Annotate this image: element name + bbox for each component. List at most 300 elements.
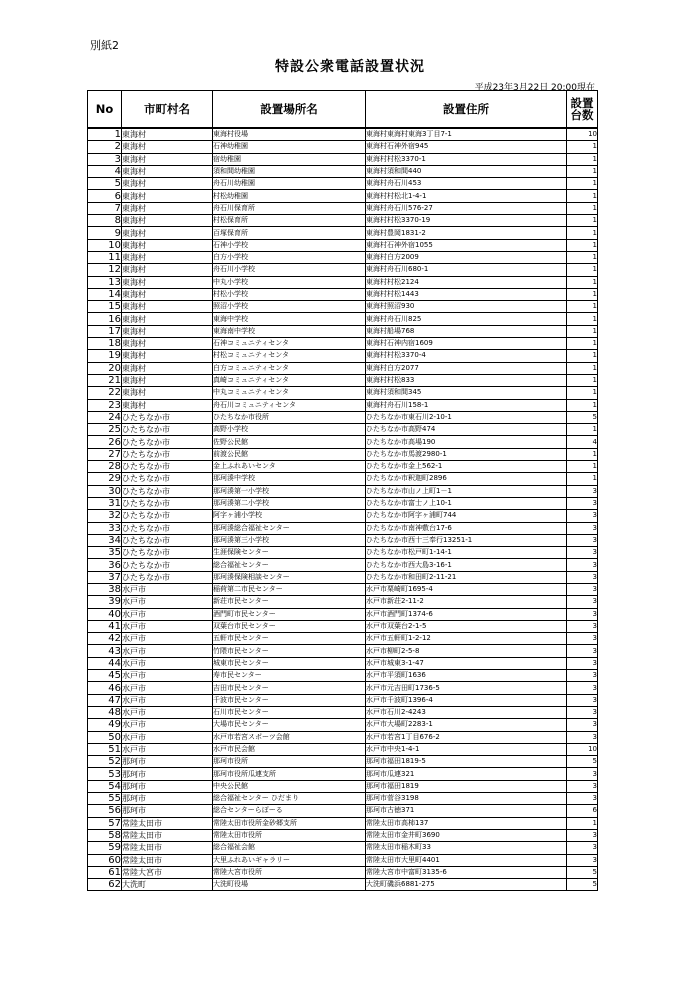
location-name-cell: 大場市民センター — [213, 719, 366, 731]
municipality-cell: ひたちなか市 — [122, 522, 213, 534]
location-name-cell: 常陸太田市役所金砂郷支所 — [213, 817, 366, 829]
count-cell: 1 — [567, 461, 598, 473]
municipality-cell: 水戸市 — [122, 608, 213, 620]
count-cell: 3 — [567, 522, 598, 534]
municipality-cell: 東海村 — [122, 141, 213, 153]
table-row — [88, 497, 598, 509]
count-cell: 1 — [567, 178, 598, 190]
location-name-cell: 水戸市若宮スポーツ会館 — [213, 731, 366, 743]
location-name-cell: 前渡公民館 — [213, 448, 366, 460]
municipality-cell: 常陸大宮市 — [122, 866, 213, 878]
address-cell: 東海村白方2009 — [366, 251, 567, 263]
address-cell: ひたちなか市西十三奉行13251-1 — [366, 534, 567, 546]
table-header-row — [88, 91, 598, 129]
location-name-cell: 舟石川保育所 — [213, 202, 366, 214]
address-cell: 東海村舟石川680-1 — [366, 264, 567, 276]
address-cell: ひたちなか市山ノ上町1－1 — [366, 485, 567, 497]
municipality-cell: ひたちなか市 — [122, 510, 213, 522]
table-row — [88, 362, 598, 374]
table-row — [88, 793, 598, 805]
location-name-cell: 白方コミュニティセンタ — [213, 362, 366, 374]
location-name-cell: 中央公民館 — [213, 780, 366, 792]
location-name-cell: 舟石川コミュニティセンタ — [213, 399, 366, 411]
address-cell: 東海村舟石川453 — [366, 178, 567, 190]
table-row — [88, 399, 598, 411]
count-cell: 3 — [567, 596, 598, 608]
table-row — [88, 571, 598, 583]
row-number: 30 — [88, 485, 122, 497]
row-number: 1 — [88, 128, 122, 141]
municipality-cell: ひたちなか市 — [122, 473, 213, 485]
location-name-cell: 村松小学校 — [213, 288, 366, 300]
location-name-cell: 那珂湊第二小学校 — [213, 497, 366, 509]
location-name-cell: 中丸小学校 — [213, 276, 366, 288]
table-row — [88, 178, 598, 190]
table-row — [88, 854, 598, 866]
municipality-cell: 水戸市 — [122, 706, 213, 718]
table-row — [88, 756, 598, 768]
row-number: 20 — [88, 362, 122, 374]
row-number: 16 — [88, 313, 122, 325]
location-name-cell: 総合福祉センター ひだまり — [213, 793, 366, 805]
row-number: 37 — [88, 571, 122, 583]
location-name-cell: 東海村役場 — [213, 128, 366, 141]
address-cell: 水戸市石川2-4243 — [366, 706, 567, 718]
municipality-cell: ひたちなか市 — [122, 559, 213, 571]
table-row — [88, 633, 598, 645]
location-name-cell: 村松コミュニティセンタ — [213, 350, 366, 362]
table-row — [88, 879, 598, 891]
location-name-cell: 常陸太田市役所 — [213, 829, 366, 841]
location-name-cell: 水戸市民会館 — [213, 743, 366, 755]
location-name-cell: 寿市民センター — [213, 670, 366, 682]
count-cell: 3 — [567, 854, 598, 866]
address-cell: 東海村豊岡1831-2 — [366, 227, 567, 239]
address-cell: ひたちなか市西大島3-16-1 — [366, 559, 567, 571]
municipality-cell: 東海村 — [122, 301, 213, 313]
col-header-location-name: 設置場所名 — [213, 91, 366, 129]
municipality-cell: 東海村 — [122, 399, 213, 411]
location-name-cell: 双葉台市民センター — [213, 620, 366, 632]
count-cell: 1 — [567, 190, 598, 202]
municipality-cell: 水戸市 — [122, 731, 213, 743]
count-cell: 3 — [567, 583, 598, 595]
location-name-cell: 中丸コミュニティセンタ — [213, 387, 366, 399]
municipality-cell: 東海村 — [122, 313, 213, 325]
table-row — [88, 473, 598, 485]
location-name-cell: 石神幼稚園 — [213, 141, 366, 153]
address-cell: 東海村須和間345 — [366, 387, 567, 399]
address-cell: ひたちなか市釈迦町2896 — [366, 473, 567, 485]
table-row — [88, 694, 598, 706]
address-cell: 水戸市五軒町1-2-12 — [366, 633, 567, 645]
address-cell: 水戸市柳町2-5-8 — [366, 645, 567, 657]
address-cell: 東海村村松1443 — [366, 288, 567, 300]
count-cell: 1 — [567, 227, 598, 239]
address-cell: 常陸太田市高柿137 — [366, 817, 567, 829]
location-name-cell: 百塚保育所 — [213, 227, 366, 239]
location-name-cell: 那珂市役所瓜連支所 — [213, 768, 366, 780]
address-cell: 東海村船場768 — [366, 325, 567, 337]
row-number: 24 — [88, 411, 122, 423]
location-name-cell: 阿字ヶ浦小学校 — [213, 510, 366, 522]
address-cell: 水戸市双葉台2-1-5 — [366, 620, 567, 632]
location-name-cell: 那珂市役所 — [213, 756, 366, 768]
row-number: 8 — [88, 215, 122, 227]
row-number: 22 — [88, 387, 122, 399]
count-cell: 10 — [567, 743, 598, 755]
as-of-timestamp: 平成23年3月22日 20:00現在 — [474, 83, 595, 93]
table-row — [88, 682, 598, 694]
location-name-cell: 照沼小学校 — [213, 301, 366, 313]
col-header-count: 設置台数 — [567, 91, 598, 129]
table-row — [88, 706, 598, 718]
row-number: 17 — [88, 325, 122, 337]
table-row — [88, 411, 598, 423]
table-row — [88, 620, 598, 632]
address-cell: 水戸市栗崎町1695-4 — [366, 583, 567, 595]
col-header-municipality: 市町村名 — [122, 91, 213, 129]
address-cell: ひたちなか市東石川2-10-1 — [366, 411, 567, 423]
address-cell: 東海村村松833 — [366, 374, 567, 386]
table-row — [88, 436, 598, 448]
appendix-label: 別紙2 — [90, 39, 119, 52]
row-number: 15 — [88, 301, 122, 313]
table-row — [88, 264, 598, 276]
row-number: 18 — [88, 338, 122, 350]
address-cell: 那珂市瓜連321 — [366, 768, 567, 780]
address-cell: 東海村村松3370-19 — [366, 215, 567, 227]
table-row — [88, 510, 598, 522]
table-row — [88, 522, 598, 534]
municipality-cell: 東海村 — [122, 387, 213, 399]
count-cell: 3 — [567, 534, 598, 546]
row-number: 25 — [88, 424, 122, 436]
col-header-no: No — [88, 91, 122, 129]
count-cell: 1 — [567, 301, 598, 313]
address-cell: 常陸太田市大里町4401 — [366, 854, 567, 866]
municipality-cell: 那珂市 — [122, 768, 213, 780]
municipality-cell: 水戸市 — [122, 670, 213, 682]
location-name-cell: 石神コミュニティセンタ — [213, 338, 366, 350]
count-cell: 1 — [567, 153, 598, 165]
count-cell: 3 — [567, 793, 598, 805]
table-row — [88, 743, 598, 755]
location-name-cell: 生涯保険センター — [213, 547, 366, 559]
row-number: 39 — [88, 596, 122, 608]
row-number: 29 — [88, 473, 122, 485]
table-row — [88, 288, 598, 300]
count-cell: 1 — [567, 387, 598, 399]
location-name-cell: 高野小学校 — [213, 424, 366, 436]
count-cell: 5 — [567, 756, 598, 768]
count-cell: 1 — [567, 141, 598, 153]
municipality-cell: 水戸市 — [122, 633, 213, 645]
count-cell: 3 — [567, 682, 598, 694]
count-cell: 3 — [567, 829, 598, 841]
location-name-cell: 舟石川小学校 — [213, 264, 366, 276]
address-cell: 大洗町磯浜6881-275 — [366, 879, 567, 891]
location-name-cell: 宿幼稚園 — [213, 153, 366, 165]
address-cell: 東海村白方2077 — [366, 362, 567, 374]
count-cell: 1 — [567, 817, 598, 829]
address-cell: 那珂市福田1819 — [366, 780, 567, 792]
municipality-cell: 東海村 — [122, 202, 213, 214]
count-cell: 1 — [567, 448, 598, 460]
row-number: 44 — [88, 657, 122, 669]
location-name-cell: 舟石川幼稚園 — [213, 178, 366, 190]
count-cell: 3 — [567, 571, 598, 583]
location-name-cell: 金上ふれあいセンタ — [213, 461, 366, 473]
location-name-cell: 酒門町市民センター — [213, 608, 366, 620]
location-name-cell: 須和間幼稚園 — [213, 165, 366, 177]
count-cell: 4 — [567, 436, 598, 448]
municipality-cell: 東海村 — [122, 276, 213, 288]
municipality-cell: 水戸市 — [122, 743, 213, 755]
location-name-cell: 五軒市民センター — [213, 633, 366, 645]
table-row — [88, 670, 598, 682]
table-row — [88, 387, 598, 399]
row-number: 5 — [88, 178, 122, 190]
address-cell: 東海村石神外宿1055 — [366, 239, 567, 251]
municipality-cell: ひたちなか市 — [122, 424, 213, 436]
municipality-cell: ひたちなか市 — [122, 436, 213, 448]
address-cell: 東海村村松2124 — [366, 276, 567, 288]
location-name-cell: 大里ふれあいギャラリー — [213, 854, 366, 866]
row-number: 9 — [88, 227, 122, 239]
count-cell: 3 — [567, 497, 598, 509]
table-row — [88, 817, 598, 829]
municipality-cell: ひたちなか市 — [122, 448, 213, 460]
table-row — [88, 485, 598, 497]
location-name-cell: 那珂湊保険相談センター — [213, 571, 366, 583]
count-cell: 1 — [567, 276, 598, 288]
municipality-cell: 那珂市 — [122, 756, 213, 768]
table-row — [88, 866, 598, 878]
location-name-cell: 稲荷第二市民センター — [213, 583, 366, 595]
table-row — [88, 805, 598, 817]
address-cell: 常陸太田市金井町3690 — [366, 829, 567, 841]
count-cell: 1 — [567, 239, 598, 251]
table-body — [88, 128, 598, 891]
row-number: 31 — [88, 497, 122, 509]
count-cell: 3 — [567, 485, 598, 497]
municipality-cell: 東海村 — [122, 178, 213, 190]
location-name-cell: 那珂湊中学校 — [213, 473, 366, 485]
row-number: 14 — [88, 288, 122, 300]
address-cell: 那珂市福田1819-5 — [366, 756, 567, 768]
location-name-cell: 新荘市民センター — [213, 596, 366, 608]
count-cell: 3 — [567, 547, 598, 559]
table-row — [88, 165, 598, 177]
row-number: 28 — [88, 461, 122, 473]
row-number: 35 — [88, 547, 122, 559]
count-cell: 3 — [567, 768, 598, 780]
row-number: 41 — [88, 620, 122, 632]
location-name-cell: 石川市民センター — [213, 706, 366, 718]
location-name-cell: 那珂湊第一小学校 — [213, 485, 366, 497]
row-number: 60 — [88, 854, 122, 866]
address-cell: 常陸太田市稲木町33 — [366, 842, 567, 854]
municipality-cell: 東海村 — [122, 288, 213, 300]
table-row — [88, 461, 598, 473]
count-cell: 3 — [567, 706, 598, 718]
table-row — [88, 768, 598, 780]
document-title: 特設公衆電話設置状況 — [275, 59, 425, 75]
municipality-cell: 東海村 — [122, 251, 213, 263]
row-number: 46 — [88, 682, 122, 694]
location-name-cell: 東海南中学校 — [213, 325, 366, 337]
address-cell: 水戸市平須町1636 — [366, 670, 567, 682]
municipality-cell: 東海村 — [122, 325, 213, 337]
count-cell: 1 — [567, 215, 598, 227]
table-row — [88, 190, 598, 202]
location-name-cell: 総合福祉センター — [213, 559, 366, 571]
count-cell: 1 — [567, 288, 598, 300]
row-number: 50 — [88, 731, 122, 743]
location-name-cell: 村松幼稚園 — [213, 190, 366, 202]
location-name-cell: 千波市民センター — [213, 694, 366, 706]
municipality-cell: 東海村 — [122, 374, 213, 386]
address-cell: 東海村石神内宿1609 — [366, 338, 567, 350]
table-row — [88, 215, 598, 227]
count-cell: 1 — [567, 374, 598, 386]
municipality-cell: ひたちなか市 — [122, 411, 213, 423]
municipality-cell: 水戸市 — [122, 596, 213, 608]
address-cell: 東海村東海村東海3丁目7-1 — [366, 128, 567, 141]
location-name-cell: ひたちなか市役所 — [213, 411, 366, 423]
count-cell: 3 — [567, 780, 598, 792]
location-name-cell: 真崎コミュニティセンタ — [213, 374, 366, 386]
address-cell: 那珂市古徳371 — [366, 805, 567, 817]
location-name-cell: 吉田市民センター — [213, 682, 366, 694]
municipality-cell: 常陸太田市 — [122, 829, 213, 841]
address-cell: ひたちなか市高場190 — [366, 436, 567, 448]
address-cell: ひたちなか市南神敷台17-6 — [366, 522, 567, 534]
address-cell: 東海村須和間440 — [366, 165, 567, 177]
address-cell: 東海村舟石川576-27 — [366, 202, 567, 214]
row-number: 3 — [88, 153, 122, 165]
location-name-cell: 大洗町役場 — [213, 879, 366, 891]
municipality-cell: 常陸太田市 — [122, 842, 213, 854]
row-number: 48 — [88, 706, 122, 718]
address-cell: ひたちなか市高野474 — [366, 424, 567, 436]
address-cell: 東海村村松北1-4-1 — [366, 190, 567, 202]
location-name-cell: 竹隈市民センター — [213, 645, 366, 657]
count-cell: 1 — [567, 424, 598, 436]
municipality-cell: ひたちなか市 — [122, 485, 213, 497]
address-cell: 那珂市菅谷3198 — [366, 793, 567, 805]
row-number: 10 — [88, 239, 122, 251]
municipality-cell: ひたちなか市 — [122, 571, 213, 583]
count-cell: 5 — [567, 411, 598, 423]
count-cell: 1 — [567, 473, 598, 485]
row-number: 52 — [88, 756, 122, 768]
count-cell: 3 — [567, 694, 598, 706]
phone-installation-table — [87, 90, 598, 891]
table-row — [88, 559, 598, 571]
table-row — [88, 829, 598, 841]
count-cell: 6 — [567, 805, 598, 817]
address-cell: 東海村舟石川158-1 — [366, 399, 567, 411]
row-number: 43 — [88, 645, 122, 657]
address-cell: 水戸市若宮1丁目676-2 — [366, 731, 567, 743]
address-cell: 水戸市中央1-4-1 — [366, 743, 567, 755]
table-row — [88, 596, 598, 608]
municipality-cell: 那珂市 — [122, 805, 213, 817]
row-number: 38 — [88, 583, 122, 595]
row-number: 58 — [88, 829, 122, 841]
municipality-cell: 常陸太田市 — [122, 817, 213, 829]
location-name-cell: 石神小学校 — [213, 239, 366, 251]
table-row — [88, 547, 598, 559]
location-name-cell: 佐野公民館 — [213, 436, 366, 448]
table-row — [88, 350, 598, 362]
count-cell: 3 — [567, 842, 598, 854]
count-cell: 1 — [567, 325, 598, 337]
municipality-cell: 東海村 — [122, 227, 213, 239]
row-number: 2 — [88, 141, 122, 153]
row-number: 47 — [88, 694, 122, 706]
count-cell: 1 — [567, 362, 598, 374]
table-row — [88, 583, 598, 595]
location-name-cell: 白方小学校 — [213, 251, 366, 263]
count-cell: 1 — [567, 264, 598, 276]
table-row — [88, 424, 598, 436]
table-row — [88, 657, 598, 669]
row-number: 26 — [88, 436, 122, 448]
row-number: 61 — [88, 866, 122, 878]
address-cell: ひたちなか市阿字ヶ浦町744 — [366, 510, 567, 522]
count-cell: 3 — [567, 731, 598, 743]
row-number: 59 — [88, 842, 122, 854]
municipality-cell: 東海村 — [122, 165, 213, 177]
table-row — [88, 227, 598, 239]
address-cell: 水戸市城東3-1-47 — [366, 657, 567, 669]
row-number: 4 — [88, 165, 122, 177]
row-number: 49 — [88, 719, 122, 731]
location-name-cell: 村松保育所 — [213, 215, 366, 227]
count-cell: 3 — [567, 645, 598, 657]
row-number: 27 — [88, 448, 122, 460]
count-cell: 3 — [567, 719, 598, 731]
row-number: 40 — [88, 608, 122, 620]
location-name-cell: 那珂湊総合福祉センター — [213, 522, 366, 534]
municipality-cell: ひたちなか市 — [122, 534, 213, 546]
address-cell: 東海村村松3370-1 — [366, 153, 567, 165]
count-cell: 1 — [567, 165, 598, 177]
municipality-cell: 東海村 — [122, 128, 213, 141]
count-cell: 10 — [567, 128, 598, 141]
table-row — [88, 731, 598, 743]
table-row — [88, 719, 598, 731]
location-name-cell: 常陸大宮市役所 — [213, 866, 366, 878]
row-number: 13 — [88, 276, 122, 288]
row-number: 19 — [88, 350, 122, 362]
row-number: 11 — [88, 251, 122, 263]
municipality-cell: 水戸市 — [122, 657, 213, 669]
address-cell: 東海村舟石川825 — [366, 313, 567, 325]
table-row — [88, 645, 598, 657]
row-number: 32 — [88, 510, 122, 522]
municipality-cell: 那珂市 — [122, 780, 213, 792]
municipality-cell: 水戸市 — [122, 620, 213, 632]
table-row — [88, 313, 598, 325]
location-name-cell: 総合センターらぽーる — [213, 805, 366, 817]
address-cell: 東海村村松3370-4 — [366, 350, 567, 362]
count-cell: 3 — [567, 657, 598, 669]
row-number: 7 — [88, 202, 122, 214]
